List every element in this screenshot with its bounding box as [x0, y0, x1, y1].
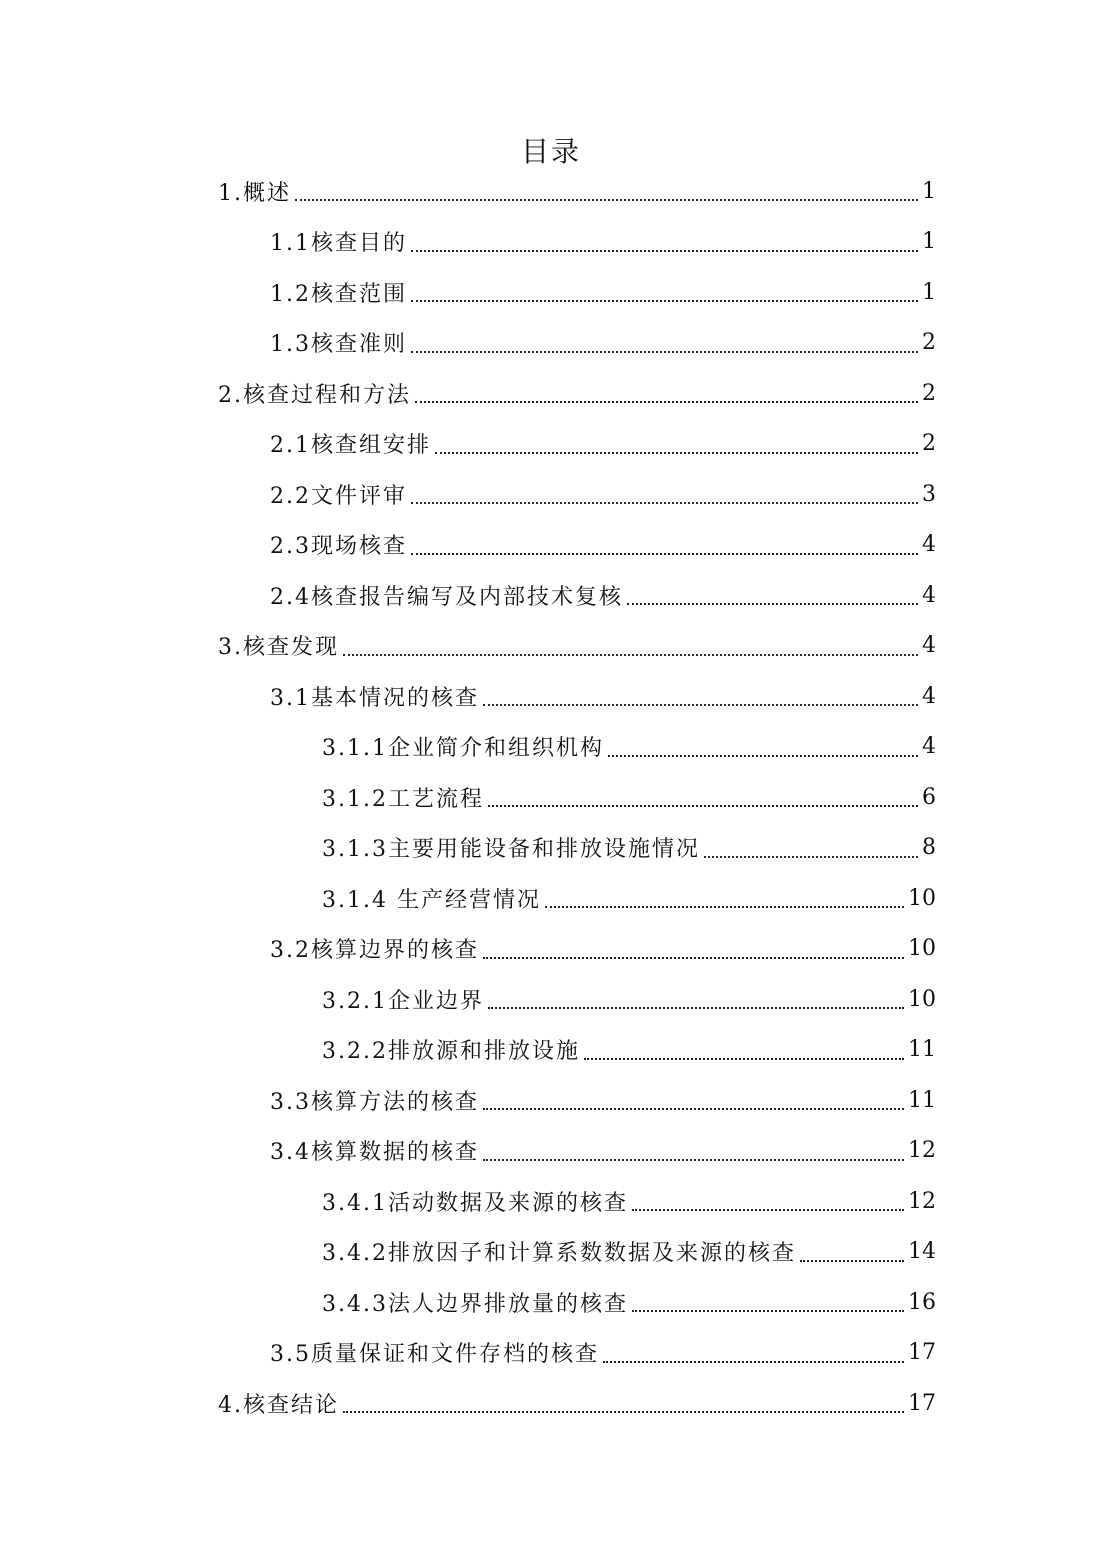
toc-entry-page-number: 10 — [908, 885, 936, 911]
toc-dot-leader — [483, 957, 904, 959]
toc-dot-leader — [411, 553, 918, 555]
toc-entry-label: 3.1.4 生产经营情况 — [322, 887, 541, 913]
toc-dot-leader — [627, 603, 918, 605]
toc-entry[interactable] — [0, 267, 1102, 318]
toc-entry[interactable] — [0, 217, 1102, 268]
toc-entry-page-number: 17 — [908, 1390, 936, 1416]
toc-entry[interactable] — [0, 1176, 1102, 1227]
toc-entry-label: 3.5质量保证和文件存档的核查 — [270, 1342, 599, 1368]
toc-entry-label: 3.4.3法人边界排放量的核查 — [322, 1291, 628, 1317]
toc-entry-label: 1.2核查范围 — [270, 281, 407, 307]
toc-dot-leader — [411, 300, 918, 302]
toc-entry-page-number: 4 — [922, 532, 936, 558]
toc-dot-leader — [411, 250, 918, 252]
toc-entry-page-number: 17 — [908, 1340, 936, 1366]
toc-entry[interactable] — [0, 974, 1102, 1025]
toc-dot-leader — [632, 1209, 904, 1211]
toc-entry[interactable] — [0, 671, 1102, 722]
toc-entry[interactable] — [0, 166, 1102, 217]
toc-dot-leader — [415, 401, 918, 403]
toc-dot-leader — [435, 452, 918, 454]
toc-dot-leader — [545, 906, 904, 908]
toc-dot-leader — [800, 1260, 904, 1262]
toc-entry-label: 3.2.2排放源和排放设施 — [322, 1039, 580, 1065]
toc-entry[interactable] — [0, 621, 1102, 672]
toc-entry-label: 3.1.2工艺流程 — [322, 786, 484, 812]
toc-entry[interactable] — [0, 1075, 1102, 1126]
toc-entry-page-number: 8 — [922, 835, 936, 861]
toc-entry-page-number: 4 — [922, 582, 936, 608]
toc-dot-leader — [608, 755, 918, 757]
toc-entry-label: 3.4.2排放因子和计算系数数据及来源的核查 — [322, 1241, 796, 1267]
toc-entry[interactable] — [0, 924, 1102, 975]
toc-dot-leader — [343, 1411, 904, 1413]
toc-entry-page-number: 12 — [908, 1138, 936, 1164]
toc-dot-leader — [632, 1310, 904, 1312]
toc-entry-page-number: 2 — [922, 431, 936, 457]
toc-dot-leader — [411, 502, 918, 504]
toc-entry-page-number: 16 — [908, 1289, 936, 1315]
toc-entry[interactable] — [0, 1227, 1102, 1278]
toc-entry-label: 3.2.1企业边界 — [322, 988, 484, 1014]
toc-entry-page-number: 1 — [922, 229, 936, 255]
toc-entry[interactable] — [0, 823, 1102, 874]
toc-entry-label: 1.1核查目的 — [270, 231, 407, 257]
toc-entry[interactable] — [0, 419, 1102, 470]
toc-entry-page-number: 4 — [922, 734, 936, 760]
toc-dot-leader — [483, 1108, 904, 1110]
toc-entry[interactable] — [0, 1126, 1102, 1177]
table-of-contents — [0, 166, 1102, 1429]
toc-entry-label: 1.3核查准则 — [270, 332, 407, 358]
toc-entry[interactable] — [0, 520, 1102, 571]
toc-entry-label: 4.核查结论 — [218, 1392, 339, 1418]
toc-entry[interactable] — [0, 1328, 1102, 1379]
toc-entry-page-number: 11 — [908, 1037, 936, 1063]
toc-entry[interactable] — [0, 1025, 1102, 1076]
toc-entry-label: 2.1核查组安排 — [270, 433, 431, 459]
toc-entry-label: 3.1基本情况的核查 — [270, 685, 479, 711]
toc-dot-leader — [343, 654, 918, 656]
toc-entry-label: 1.概述 — [218, 180, 291, 206]
toc-entry-page-number: 3 — [922, 481, 936, 507]
toc-title: 目录 — [520, 135, 581, 168]
toc-entry-page-number: 11 — [908, 1087, 936, 1113]
toc-entry-page-number: 14 — [908, 1239, 936, 1265]
toc-entry-page-number: 2 — [922, 330, 936, 356]
toc-entry-page-number: 1 — [922, 279, 936, 305]
toc-entry[interactable] — [0, 1277, 1102, 1328]
toc-entry-label: 2.4核查报告编写及内部技术复核 — [270, 584, 623, 610]
toc-entry[interactable] — [0, 570, 1102, 621]
toc-dot-leader — [295, 199, 918, 201]
toc-entry-label: 3.1.3主要用能设备和排放设施情况 — [322, 837, 700, 863]
toc-dot-leader — [603, 1361, 904, 1363]
toc-entry-page-number: 6 — [922, 784, 936, 810]
toc-dot-leader — [411, 351, 918, 353]
toc-entry[interactable] — [0, 722, 1102, 773]
toc-entry-label: 3.核查发现 — [218, 635, 339, 661]
toc-entry-label: 2.核查过程和方法 — [218, 382, 411, 408]
toc-dot-leader — [483, 1159, 904, 1161]
toc-entry-label: 2.2文件评审 — [270, 483, 407, 509]
toc-entry-page-number: 2 — [922, 380, 936, 406]
toc-dot-leader — [488, 805, 918, 807]
toc-entry-page-number: 4 — [922, 633, 936, 659]
toc-dot-leader — [488, 1007, 904, 1009]
toc-dot-leader — [584, 1058, 904, 1060]
toc-entry-page-number: 10 — [908, 936, 936, 962]
toc-dot-leader — [704, 856, 918, 858]
toc-entry-label: 3.1.1企业简介和组织机构 — [322, 736, 604, 762]
toc-dot-leader — [483, 704, 918, 706]
toc-entry-label: 3.4核算数据的核查 — [270, 1140, 479, 1166]
toc-entry-page-number: 1 — [922, 178, 936, 204]
toc-entry-page-number: 12 — [908, 1188, 936, 1214]
toc-entry-page-number: 4 — [922, 683, 936, 709]
toc-entry[interactable] — [0, 1378, 1102, 1429]
toc-entry-page-number: 10 — [908, 986, 936, 1012]
toc-entry[interactable] — [0, 368, 1102, 419]
toc-entry-label: 3.4.1活动数据及来源的核查 — [322, 1190, 628, 1216]
toc-entry[interactable] — [0, 469, 1102, 520]
toc-entry-label: 3.2核算边界的核查 — [270, 938, 479, 964]
toc-entry-label: 2.3现场核查 — [270, 534, 407, 560]
toc-entry[interactable] — [0, 873, 1102, 924]
toc-entry-label: 3.3核算方法的核查 — [270, 1089, 479, 1115]
toc-entry[interactable] — [0, 772, 1102, 823]
toc-entry[interactable] — [0, 318, 1102, 369]
